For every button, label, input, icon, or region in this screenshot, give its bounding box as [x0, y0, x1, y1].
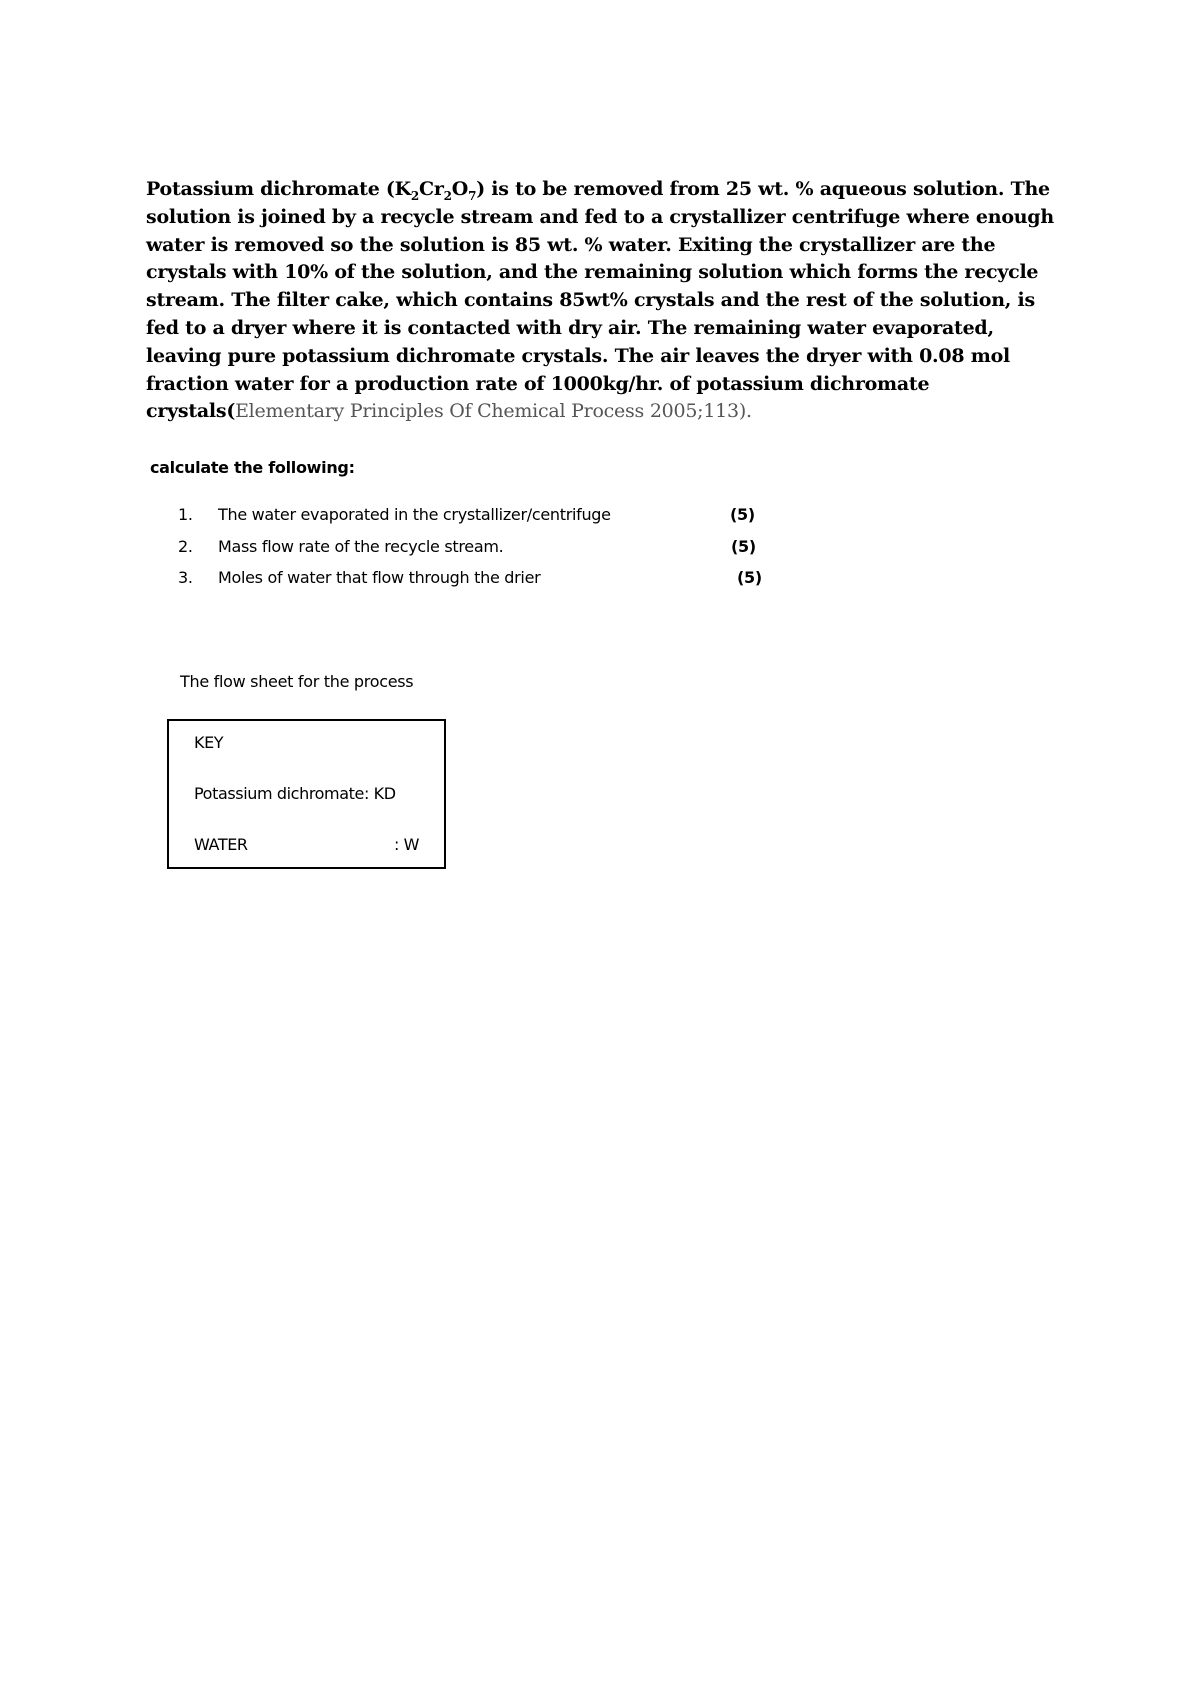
key-entry-kd: Potassium dichromate: KD — [194, 784, 396, 803]
question-marks: (5) — [731, 536, 756, 556]
question-number: 2. — [178, 536, 193, 556]
questions-list — [178, 505, 798, 600]
list-item — [178, 505, 798, 537]
question-text: Mass flow rate of the recycle stream. — [218, 536, 504, 556]
formula-subscript-cr: 2 — [443, 188, 452, 203]
problem-text-rest: ) is to be removed from 25 wt. % aqueous solution. The solution is joined by a recycle stream and fed to a crystallizer centrifuge where enough water is removed so the solution is 85 wt. % water. Exiting the crystallizer are the crystals with 10% of the solution, and the remaining solution which forms the recycle stream. The filter cake, which contains 85wt% crystals and the rest of the solution, is fed to a dryer where it is contacted with dry air. The remaining water evaporated, leaving pure potassium dichromate crystals. The air leaves the dryer with 0.08 mol fraction water for a production rate of 1000kg/hr. of potassium dichromate crystals( — [146, 178, 1054, 423]
citation: Elementary Principles Of Chemical Process 2005;113). — [235, 400, 752, 423]
question-marks: (5) — [737, 568, 762, 587]
formula-cr: Cr — [419, 178, 444, 200]
question-number: 1. — [178, 505, 193, 524]
formula-subscript-k: 2 — [410, 188, 420, 203]
list-item — [178, 568, 798, 600]
questions-intro: calculate the following: — [150, 458, 355, 477]
key-title: KEY — [194, 733, 224, 752]
question-text: The water evaporated in the crystallizer/centrifuge — [218, 505, 611, 524]
list-item — [178, 537, 798, 569]
problem-text-start: Potassium dichromate (K — [146, 178, 411, 200]
formula-o: O — [451, 178, 469, 200]
formula-subscript-o: 7 — [468, 188, 477, 203]
question-marks: (5) — [730, 505, 755, 524]
key-box — [167, 719, 446, 869]
problem-statement — [146, 176, 1066, 426]
key-entry-water-value: : W — [394, 835, 420, 854]
question-text: Moles of water that flow through the drier — [218, 568, 541, 587]
question-number: 3. — [178, 568, 193, 587]
key-entry-water-label: WATER — [194, 835, 248, 854]
flowsheet-label: The flow sheet for the process — [180, 672, 414, 691]
